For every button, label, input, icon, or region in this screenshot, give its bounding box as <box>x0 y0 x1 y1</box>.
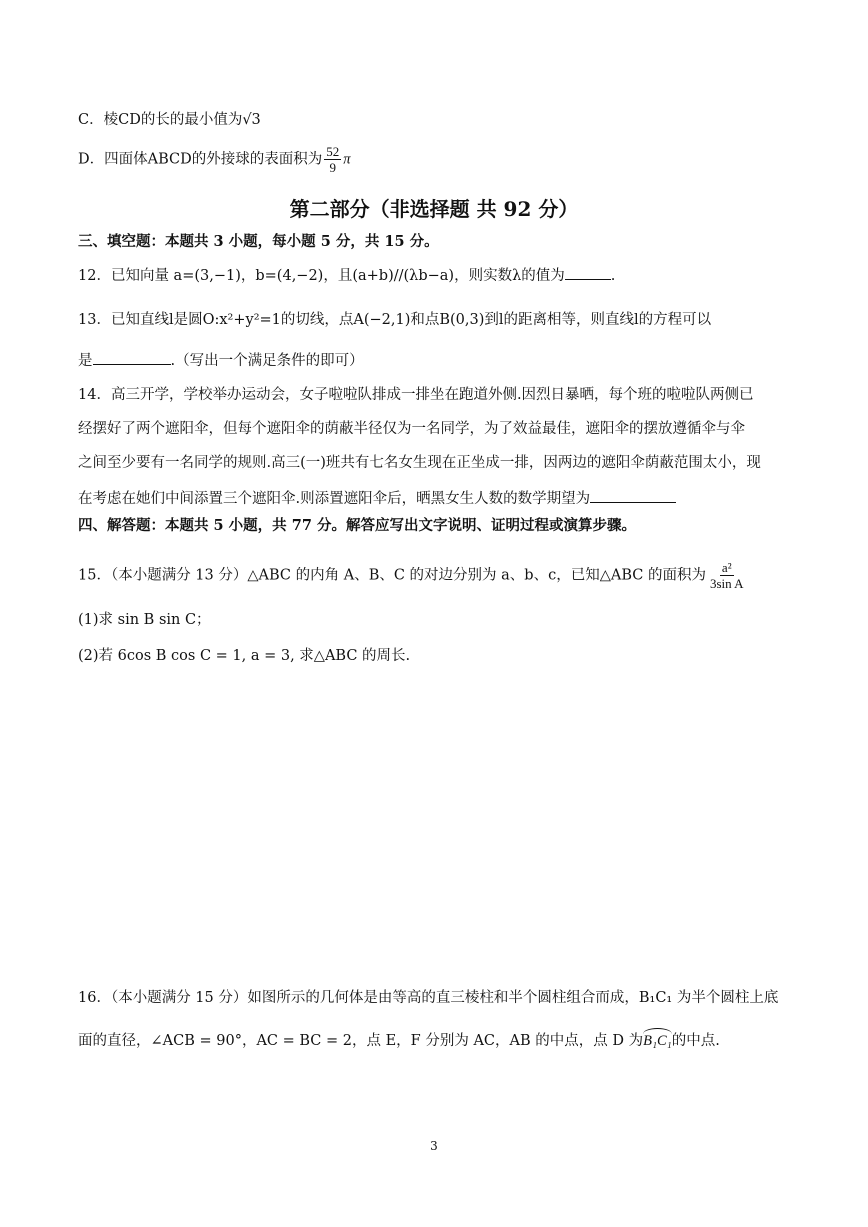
option-d: D．四面体ABCD的外接球的表面积为 $\frac{52}{9}$ π <box>78 144 351 175</box>
part-title: 第二部分（非选择题 共 92 分） <box>289 197 579 221</box>
page-number: 3 <box>430 1139 438 1153</box>
question-15-part-2: (2)若 6cos B cos C = 1, a = 3, 求△ABC 的周长. <box>78 648 411 664</box>
answer-blank <box>93 349 171 365</box>
question-16-line-2: 面的直径，∠ACB = 90°，AC = BC = 2，点 E，F 分别为 AC，AB 的中点，点 D 为B₁C₁的中点. <box>78 1028 720 1051</box>
question-15-stem: 15．（本小题满分 13 分）△ABC 的内角 A、B、C 的对边分别为 a、b、c，已知△ABC 的面积为 $\frac{\text{a²}}{\text{3sin A}}$ <box>78 560 744 591</box>
section-answer-heading: 四、解答题：本题共 5 小题，共 77 分。解答应写出文字说明、证明过程或演算步骤。 <box>78 517 636 534</box>
section-fill-blank-heading: 三、填空题：本题共 3 小题，每小题 5 分，共 15 分。 <box>78 233 439 250</box>
fraction: $\frac{\text{a²}}{\text{3sin A}}$ <box>709 560 744 591</box>
fraction: $\frac{52}{9}$ <box>326 144 340 175</box>
answer-blank <box>590 487 676 503</box>
question-13-line-2: 是 .（写出一个满足条件的即可） <box>78 349 364 371</box>
option-c: C．棱CD的长的最小值为√3 <box>78 112 261 128</box>
question-14-line-2: 经摆好了两个遮阳伞，但每个遮阳伞的荫蔽半径仅为一名同学，为了效益最佳，遮阳伞的摆放遵循伞与伞 <box>78 421 745 437</box>
question-16-line-1: 16．（本小题满分 15 分）如图所示的几何体是由等高的直三棱柱和半个圆柱组合而成，B₁C₁ 为半个圆柱上底 <box>78 990 779 1006</box>
answer-blank <box>565 264 611 280</box>
question-14-line-3: 之间至少要有一名同学的规则.高三(一)班共有七名女生现在正坐成一排，因两边的遮阳伞荫蔽范围太小，现 <box>78 455 761 471</box>
question-14-line-1: 14．高三开学，学校举办运动会，女子啦啦队排成一排坐在跑道外侧.因烈日暴晒，每个班的啦啦队两侧已 <box>78 387 754 403</box>
question-15-part-1: (1)求 sin B sin C； <box>78 612 211 628</box>
arc-b1c1: B₁C₁ <box>643 1028 672 1051</box>
question-13-line-1: 13．已知直线l是圆O:x²+y²=1的切线，点A(−2,1)和点B(0,3)到l的距离相等，则直线l的方程可以 <box>78 312 712 328</box>
question-14-line-4: 在考虑在她们中间添置三个遮阳伞.则添置遮阳伞后，晒黑女生人数的数学期望为 <box>78 487 676 509</box>
question-12: 12．已知向量 a=(3,−1)，b=(4,−2)，且(a+b)//(λb−a)，则实数λ的值为 . <box>78 264 615 286</box>
